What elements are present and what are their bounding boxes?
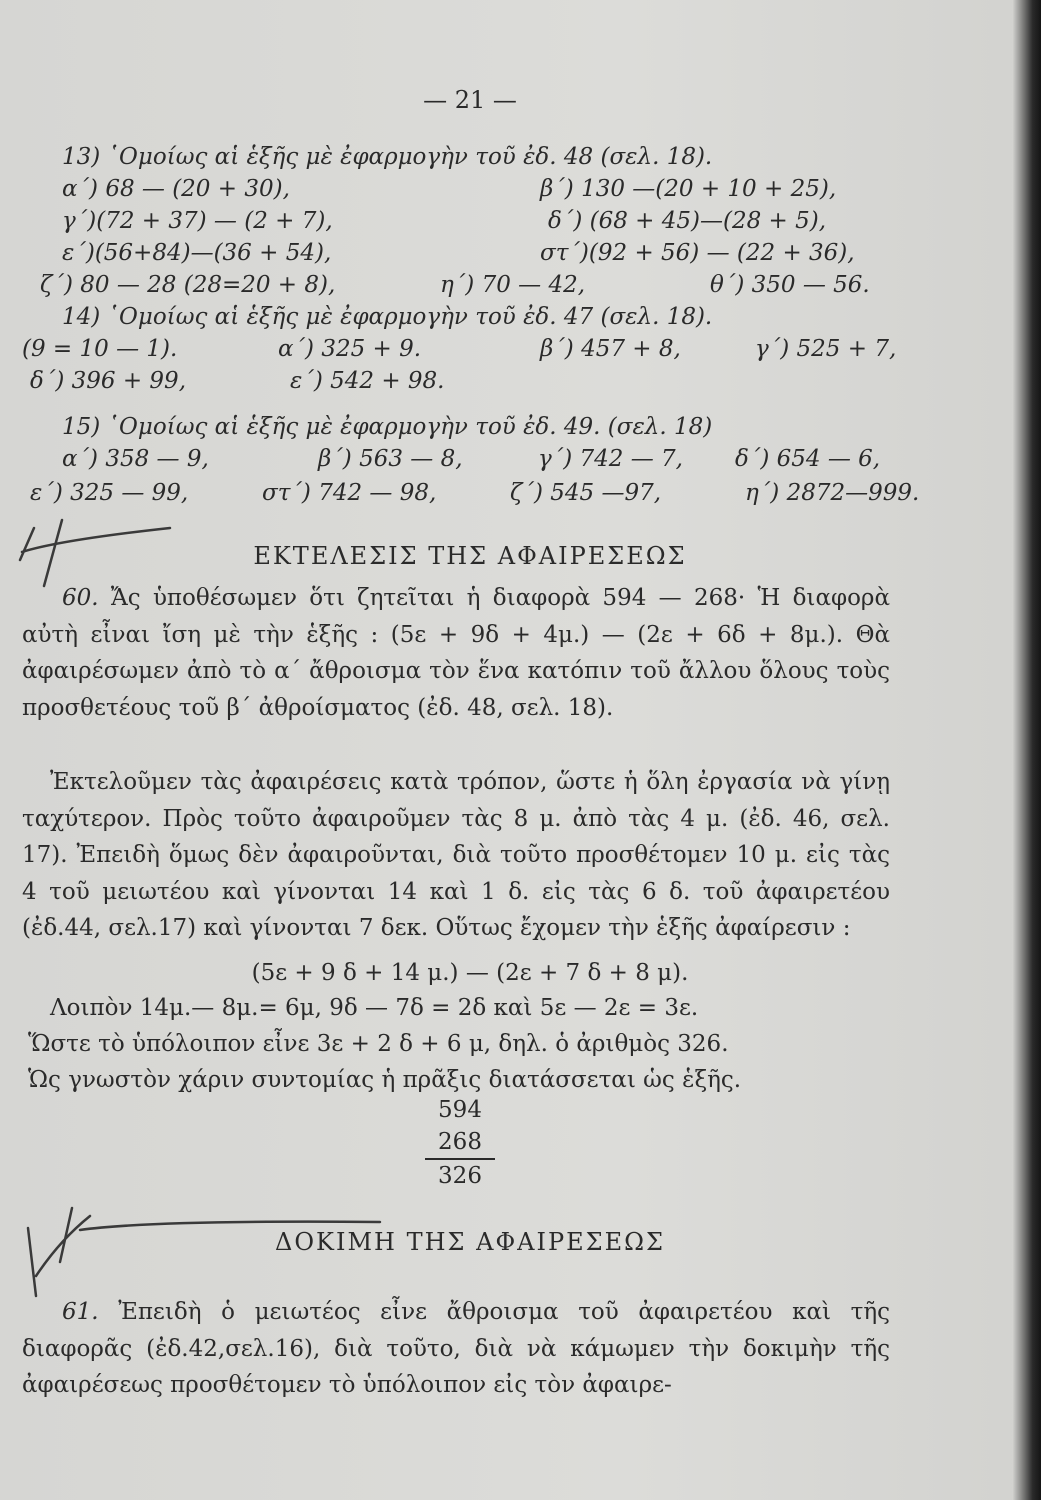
exercise-item: δ΄) 396 + 99,: [30, 368, 187, 394]
paragraph-number: 61.: [62, 1299, 99, 1325]
exercise-item: β΄) 563 — 8,: [318, 446, 463, 472]
paragraph-text: Ἄς ὑποθέσωμεν ὅτι ζητεῖται ἡ διαφορὰ 594 — 268· Ἡ διαφορὰ αὐτὴ εἶναι ἴση μὲ τὴν ἑξῆς : (5ε + 9δ + 4μ.) — (2ε + 6δ + 8μ.). Θὰ ἀφαιρέσωμεν ἀπὸ τὸ α΄ ἄθροισμα τὸν ἕνα κατόπιν τοῦ ἄλλου ὅλους τοὺς προσθετέους τοῦ β΄ ἀθροίσματος (ἐδ. 48, σελ. 18).: [22, 585, 890, 721]
exercise-item: β΄) 130 —(20 + 10 + 25),: [540, 176, 837, 202]
result: 326: [425, 1158, 495, 1192]
exercise-item: γ΄) 525 + 7,: [755, 336, 897, 362]
page-number: — 21 —: [423, 86, 517, 114]
exercise-item: ε΄)(56+84)—(36 + 54),: [62, 240, 332, 266]
exercise-item: α΄) 68 — (20 + 30),: [62, 176, 290, 202]
exercise-item: η΄) 70 — 42,: [440, 272, 586, 298]
exercise-item: (9 = 10 — 1).: [22, 336, 178, 362]
exercise-item: στ΄)(92 + 56) — (22 + 36),: [540, 240, 855, 266]
subtrahend: 268: [438, 1129, 482, 1155]
exercise-item: ζ΄) 80 — 28 (28=20 + 8),: [40, 272, 336, 298]
exercise-item: στ΄) 742 — 98,: [262, 480, 437, 506]
exercise-item: ε΄) 542 + 98.: [290, 368, 445, 394]
check-mark-1: [20, 520, 170, 586]
line-loipon: Λοιπὸν 14μ.— 8μ.= 6μ, 9δ — 7δ = 2δ καὶ 5ε — 2ε = 3ε.: [50, 995, 699, 1021]
paragraph-number: 60.: [62, 585, 99, 611]
exercise-item: δ΄) (68 + 45)—(28 + 5),: [548, 208, 827, 234]
exercise-item: α΄) 325 + 9.: [278, 336, 422, 362]
exercise-item: δ΄) 654 — 6,: [735, 446, 881, 472]
section-heading-execution: ΕΚΤΕΛΕΣΙΣ ΤΗΣ ΑΦΑΙΡΕΣΕΩΣ: [253, 542, 687, 570]
minuend: 594: [438, 1097, 482, 1123]
exercise-item: ζ΄) 545 —97,: [510, 480, 662, 506]
exercise-item: 13) ῾Ομοίως αἱ ἑξῆς μὲ ἐφαρμογὴν τοῦ ἐδ. 48 (σελ. 18).: [62, 144, 713, 170]
exercise-item: γ΄) 742 — 7,: [538, 446, 683, 472]
paragraph-60-continued: Ἐκτελοῦμεν τὰς ἀφαιρέσεις κατὰ τρόπον, ὥστε ἡ ὅλη ἐργασία νὰ γίνῃ ταχύτερον. Πρὸς τοῦτο ἀφαιροῦμεν τὰς 8 μ. ἀπὸ τὰς 4 μ. (ἐδ. 46, σελ. 17). Ἐπειδὴ ὅμως δὲν ἀφαιροῦνται, διὰ τοῦτο προσθέτομεν 10 μ. εἰς τὰς 4 τοῦ μειωτέου καὶ γίνονται 14 καὶ 1 δ. εἰς τὰς 6 δ. τοῦ ἀφαιρετέου (ἐδ.44, σελ.17) καὶ γίνονται 7 δεκ. Οὕτως ἔχομεν τὴν ἑξῆς ἀφαίρεσιν :: [22, 769, 890, 941]
paragraph-text: Ἐπειδὴ ὁ μειωτέος εἶνε ἄθροισμα τοῦ ἀφαιρετέου καὶ τῆς διαφορᾶς (ἐδ.42,σελ.16), διὰ τοῦτο, διὰ νὰ κάμωμεν τὴν δοκιμὴν τῆς ἀφαιρέσεως προσθέτομεν τὸ ὑπόλοιπον εἰς τὸν ἀφαιρε-: [22, 1299, 890, 1398]
exercise-item: η΄) 2872—999.: [745, 480, 920, 506]
exercise-item: 14) ῾Ομοίως αἱ ἑξῆς μὲ ἐφαρμογὴν τοῦ ἐδ. 47 (σελ. 18).: [62, 304, 713, 330]
exercise-item: ε΄) 325 — 99,: [30, 480, 189, 506]
line-os: Ὡς γνωστὸν χάριν συντομίας ἡ πρᾶξις διατάσσεται ὡς ἑξῆς.: [28, 1067, 742, 1093]
exercise-item: γ΄)(72 + 37) — (2 + 7),: [62, 208, 333, 234]
exercise-item: θ΄) 350 — 56.: [710, 272, 870, 298]
check-mark-2: [28, 1208, 380, 1296]
exercise-item: β΄) 457 + 8,: [540, 336, 681, 362]
exercise-item: α΄) 358 — 9,: [62, 446, 209, 472]
formula-line: (5ε + 9 δ + 14 μ.) — (2ε + 7 δ + 8 μ).: [251, 960, 689, 986]
line-oste: Ὥστε τὸ ὑπόλοιπον εἶνε 3ε + 2 δ + 6 μ, δηλ. ὁ ἀριθμὸς 326.: [28, 1031, 729, 1057]
section-heading-proof: ΔΟΚΙΜΗ ΤΗΣ ΑΦΑΙΡΕΣΕΩΣ: [275, 1228, 665, 1256]
exercise-item: 15) ῾Ομοίως αἱ ἑξῆς μὲ ἐφαρμογὴν τοῦ ἐδ. 49. (σελ. 18): [62, 414, 713, 440]
